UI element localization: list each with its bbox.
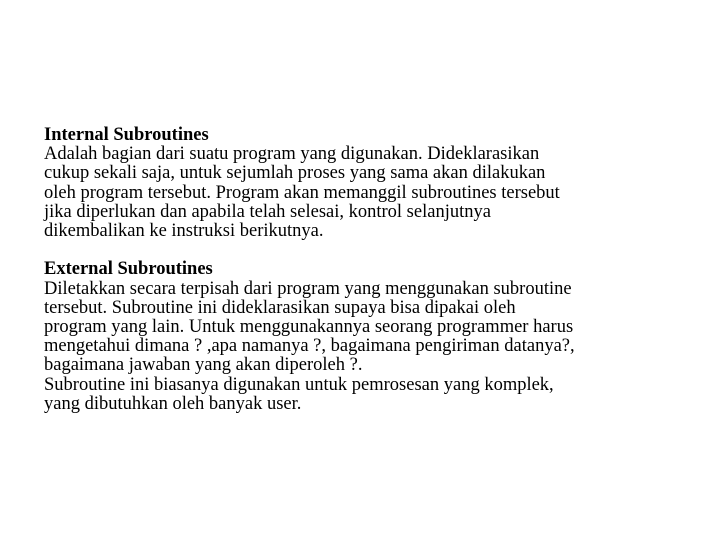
section-title: Internal Subroutines: [44, 125, 209, 145]
body-line: cukup sekali saja, untuk sejumlah proses yang sama akan dilakukan: [44, 163, 546, 184]
body-line: yang dibutuhkan oleh banyak user.: [44, 393, 302, 414]
body-line: Subroutine ini biasanya digunakan untuk pemrosesan yang komplek,: [44, 374, 554, 395]
body-line: oleh program tersebut. Program akan memanggil subroutines tersebut: [44, 182, 560, 203]
body-line: mengetahui dimana ? ,apa namanya ?, bagaimana pengiriman datanya?,: [44, 336, 575, 357]
section-title: External Subroutines: [44, 259, 213, 280]
section-external-subroutines: [44, 260, 694, 414]
body-line: Diletakkan secara terpisah dari program yang menggunakan subroutine: [44, 278, 572, 299]
body-line: dikembalikan ke instruksi berikutnya.: [44, 221, 324, 242]
section-spacer: [44, 241, 694, 260]
body-line: bagaimana jawaban yang akan diperoleh ?.: [44, 355, 363, 376]
section-internal-subroutines: [44, 126, 694, 241]
body-line: program yang lain. Untuk menggunakannya seorang programmer harus: [44, 317, 574, 338]
body-line: tersebut. Subroutine ini dideklarasikan supaya bisa dipakai oleh: [44, 297, 516, 318]
slide-body: [44, 126, 694, 414]
body-line: Adalah bagian dari suatu program yang digunakan. Dideklarasikan: [44, 144, 540, 165]
body-line: jika diperlukan dan apabila telah selesai, kontrol selanjutnya: [44, 201, 491, 222]
